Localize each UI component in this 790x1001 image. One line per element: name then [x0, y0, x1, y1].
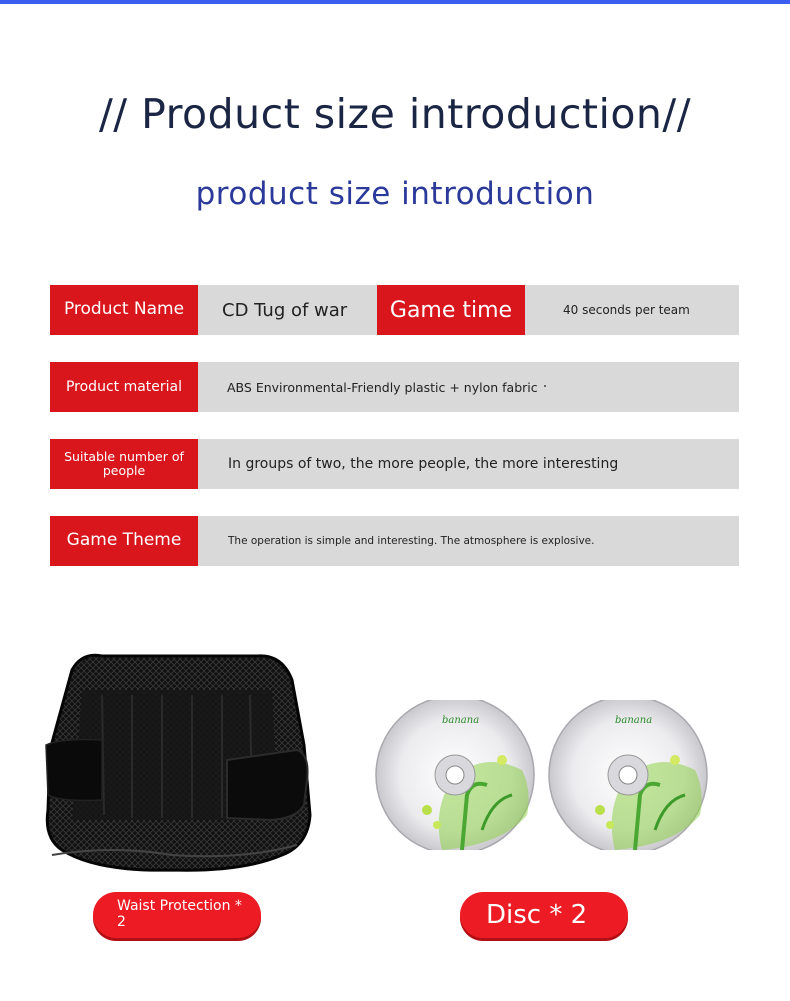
game-time-value: 40 seconds per team [563, 303, 690, 317]
page-title: // Product size introduction// [98, 90, 692, 138]
disc-badge [460, 892, 628, 938]
product-name-label: Product Name [50, 285, 198, 335]
disc-left [376, 700, 534, 850]
spec-row-name [50, 285, 739, 335]
material-value: ABS Environmental-Friendly plastic + nylon fabric [227, 379, 538, 395]
disc-brand-left: banana [442, 715, 480, 726]
material-label: Product material [50, 362, 198, 412]
waist-protection-badge [93, 892, 261, 938]
disc-right [549, 700, 707, 850]
spec-row-material [50, 362, 739, 412]
page-subtitle: product size introduction [195, 176, 595, 212]
disc-label: Disc * 2 [486, 900, 588, 930]
spec-row-people [50, 439, 739, 489]
people-value: In groups of two, the more people, the more interesting [228, 456, 619, 472]
top-accent-bar [0, 0, 790, 4]
waist-protection-image [42, 650, 312, 875]
theme-label: Game Theme [50, 516, 198, 566]
disc-brand-right: banana [615, 715, 653, 726]
waist-protection-label: Waist Protection * 2 [117, 898, 242, 930]
product-name-value: CD Tug of war [222, 299, 348, 321]
game-time-label: Game time [377, 285, 525, 335]
people-label: Suitable number of people [50, 439, 198, 489]
disc-image [372, 700, 712, 850]
theme-value: The operation is simple and interesting. The atmosphere is explosive. [228, 535, 595, 547]
decorative-dot [544, 385, 546, 387]
spec-row-theme [50, 516, 739, 566]
